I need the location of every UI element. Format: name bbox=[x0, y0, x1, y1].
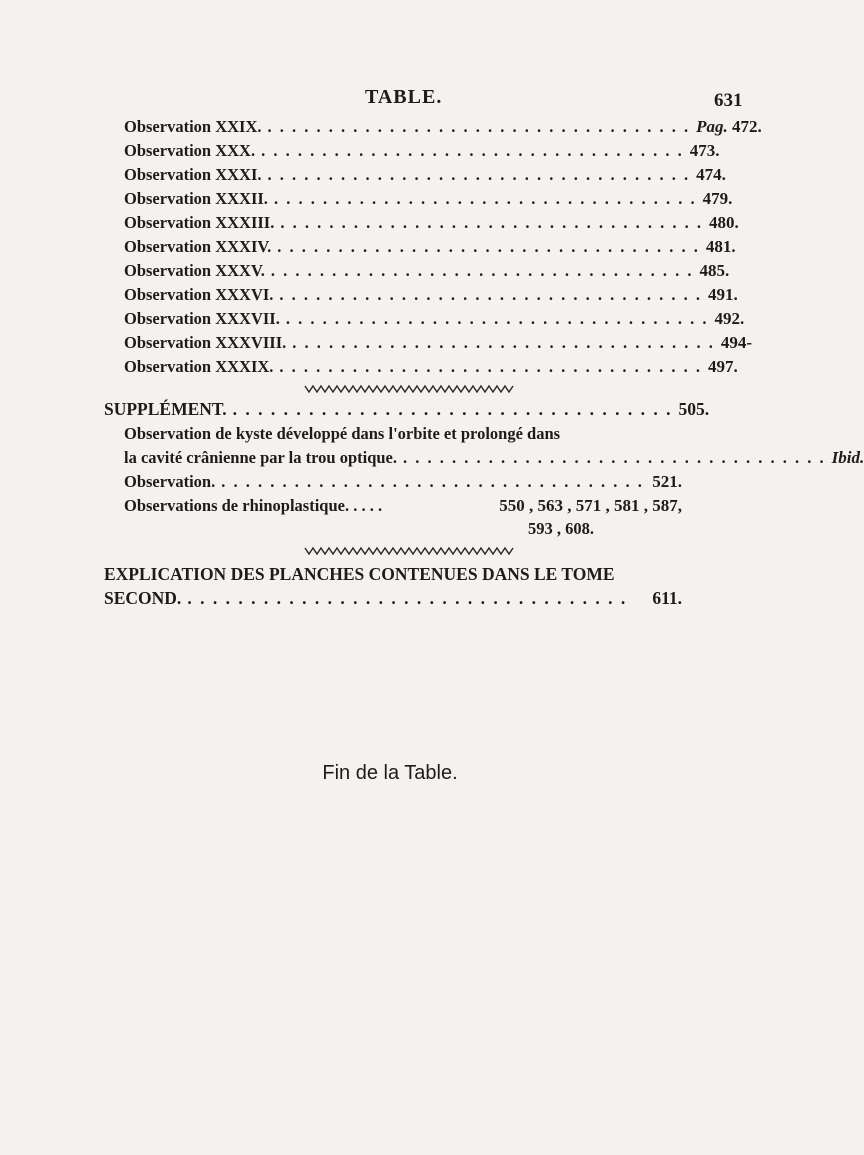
explication-title: EXPLICATION DES PLANCHES CONTENUES DANS LE TOME bbox=[104, 564, 615, 584]
dot-leader: . . . . . . . . . . . . . . . . . . . . . . . . . . . . . . . . . . . bbox=[232, 399, 673, 419]
entry-pages: 550 , 563 , 571 , 581 , 587, bbox=[499, 496, 682, 515]
ornamental-divider bbox=[305, 382, 515, 397]
dot-leader: . . . . . . . . . . . . . . . . . . . . . . . . . . . . . . . . . . . bbox=[267, 165, 691, 184]
toc-entry bbox=[124, 188, 733, 210]
dot-leader: . . . . . . . . . . . . . . . . . . . . . . . . . . . . . . . . . . . bbox=[403, 448, 826, 467]
toc-entry bbox=[124, 116, 762, 138]
dot-leader: . . . . . . . . . . . . . . . . . . . . . . . . . . . . . . . . . . . bbox=[261, 141, 684, 160]
end-note bbox=[0, 762, 800, 785]
entry-label: Observation XXXVIII. bbox=[124, 333, 287, 352]
page-title: TABLE. bbox=[365, 86, 443, 108]
toc-entry bbox=[124, 308, 745, 330]
page-number: 631 bbox=[714, 90, 743, 111]
toc-entry bbox=[124, 260, 730, 282]
toc-entry bbox=[124, 356, 738, 378]
entry-page: 481. bbox=[705, 237, 736, 256]
dot-leader: . . . . . . . . . . . . . . . . . . . . . . . . . . . . . . . . . . . bbox=[280, 213, 703, 232]
entry-page: 491. bbox=[708, 285, 738, 304]
toc-entry bbox=[124, 212, 739, 234]
toc-entry bbox=[124, 236, 736, 258]
toc-entry bbox=[124, 495, 682, 517]
dot-leader: . . . . . . . . . . . . . . . . . . . . . . . . . . . . . . . . . . . bbox=[292, 333, 715, 352]
entry-page: 473. bbox=[689, 141, 720, 160]
entry-label: Observation XXX. bbox=[124, 141, 256, 160]
dot-leader: . . . . . . . . . . . . . . . . . . . . . . . . . . . . . . . . . . . bbox=[285, 309, 709, 328]
supplement-page: 505. bbox=[678, 399, 710, 419]
dot-leader: . . . . . . . . . . . . . . . . . . . . . . . . . . . . . . . . . . . bbox=[270, 261, 694, 280]
entry-page: 492. bbox=[714, 309, 745, 328]
entry-label: Observation XXIX. bbox=[124, 117, 262, 136]
dot-leader: . . . . . . . . . . . . . . . . . . . . . . . . . . . . . . . . . . . bbox=[279, 357, 703, 376]
supplement-heading bbox=[104, 398, 710, 420]
entry-page: 480. bbox=[708, 213, 739, 232]
supplement-title: SUPPLÉMENT. bbox=[104, 399, 227, 419]
dot-leader: . . . . . . . . . . . . . . . . . . . . . . . . . . . . . . . . . . . bbox=[273, 189, 697, 208]
entry-page: Pag. 472. bbox=[696, 117, 762, 136]
toc-entry bbox=[124, 164, 726, 186]
explication-label: SECOND. bbox=[104, 588, 182, 608]
toc-entry bbox=[124, 284, 738, 306]
supplement-item-line: Observation de kyste développé dans l'orbite et prolongé dans bbox=[124, 424, 561, 443]
toc-entry bbox=[124, 471, 682, 493]
entry-label: la cavité crânienne par la trou optique. bbox=[124, 448, 398, 467]
entry-label: Observations de rhinoplastique. . . . . bbox=[124, 496, 383, 515]
entry-label: Observation XXXVII. bbox=[124, 309, 280, 328]
toc-entry bbox=[124, 140, 720, 162]
wave-ornament-icon bbox=[305, 382, 515, 394]
explication-entry bbox=[104, 587, 682, 609]
entry-page: 494- bbox=[720, 333, 753, 352]
entry-label: Observation. bbox=[124, 472, 216, 491]
entry-page: Ibid. bbox=[831, 448, 864, 467]
entry-label: Observation XXXII. bbox=[124, 189, 268, 208]
entry-page: 497. bbox=[708, 357, 738, 376]
toc-entry bbox=[124, 332, 753, 354]
entry-label: Observation XXXIX. bbox=[124, 357, 274, 376]
entry-page: 479. bbox=[702, 189, 733, 208]
entry-label: Observation XXXV. bbox=[124, 261, 265, 280]
entry-pages-continued: 593 , 608. bbox=[528, 519, 594, 538]
entry-label: Observation XXXIV. bbox=[124, 237, 272, 256]
wave-ornament-icon bbox=[305, 544, 515, 556]
entry-page: 485. bbox=[699, 261, 730, 280]
end-note-text: Fin de la Table. bbox=[322, 762, 458, 784]
explication-page: 611. bbox=[652, 588, 682, 608]
dot-leader: . . . . . . . . . . . . . . . . . . . . . . . . . . . . . . . . . . . bbox=[221, 472, 644, 491]
toc-entry bbox=[124, 447, 864, 469]
entry-label: Observation XXXI. bbox=[124, 165, 262, 184]
entry-label: Observation XXXVI. bbox=[124, 285, 274, 304]
dot-leader: . . . . . . . . . . . . . . . . . . . . . . . . . . . . . . . . . . . bbox=[279, 285, 703, 304]
entry-page: 521. bbox=[652, 472, 682, 491]
page-header bbox=[0, 78, 800, 111]
entry-label: Observation XXXIII. bbox=[124, 213, 275, 232]
dot-leader: . . . . . . . . . . . . . . . . . . . . . . . . . . . . . . . . . . . bbox=[187, 588, 628, 608]
entry-page: 474. bbox=[696, 165, 726, 184]
ornamental-divider bbox=[305, 544, 515, 559]
dot-leader: . . . . . . . . . . . . . . . . . . . . . . . . . . . . . . . . . . . bbox=[267, 117, 691, 136]
dot-leader: . . . . . . . . . . . . . . . . . . . . . . . . . . . . . . . . . . . bbox=[277, 237, 700, 256]
